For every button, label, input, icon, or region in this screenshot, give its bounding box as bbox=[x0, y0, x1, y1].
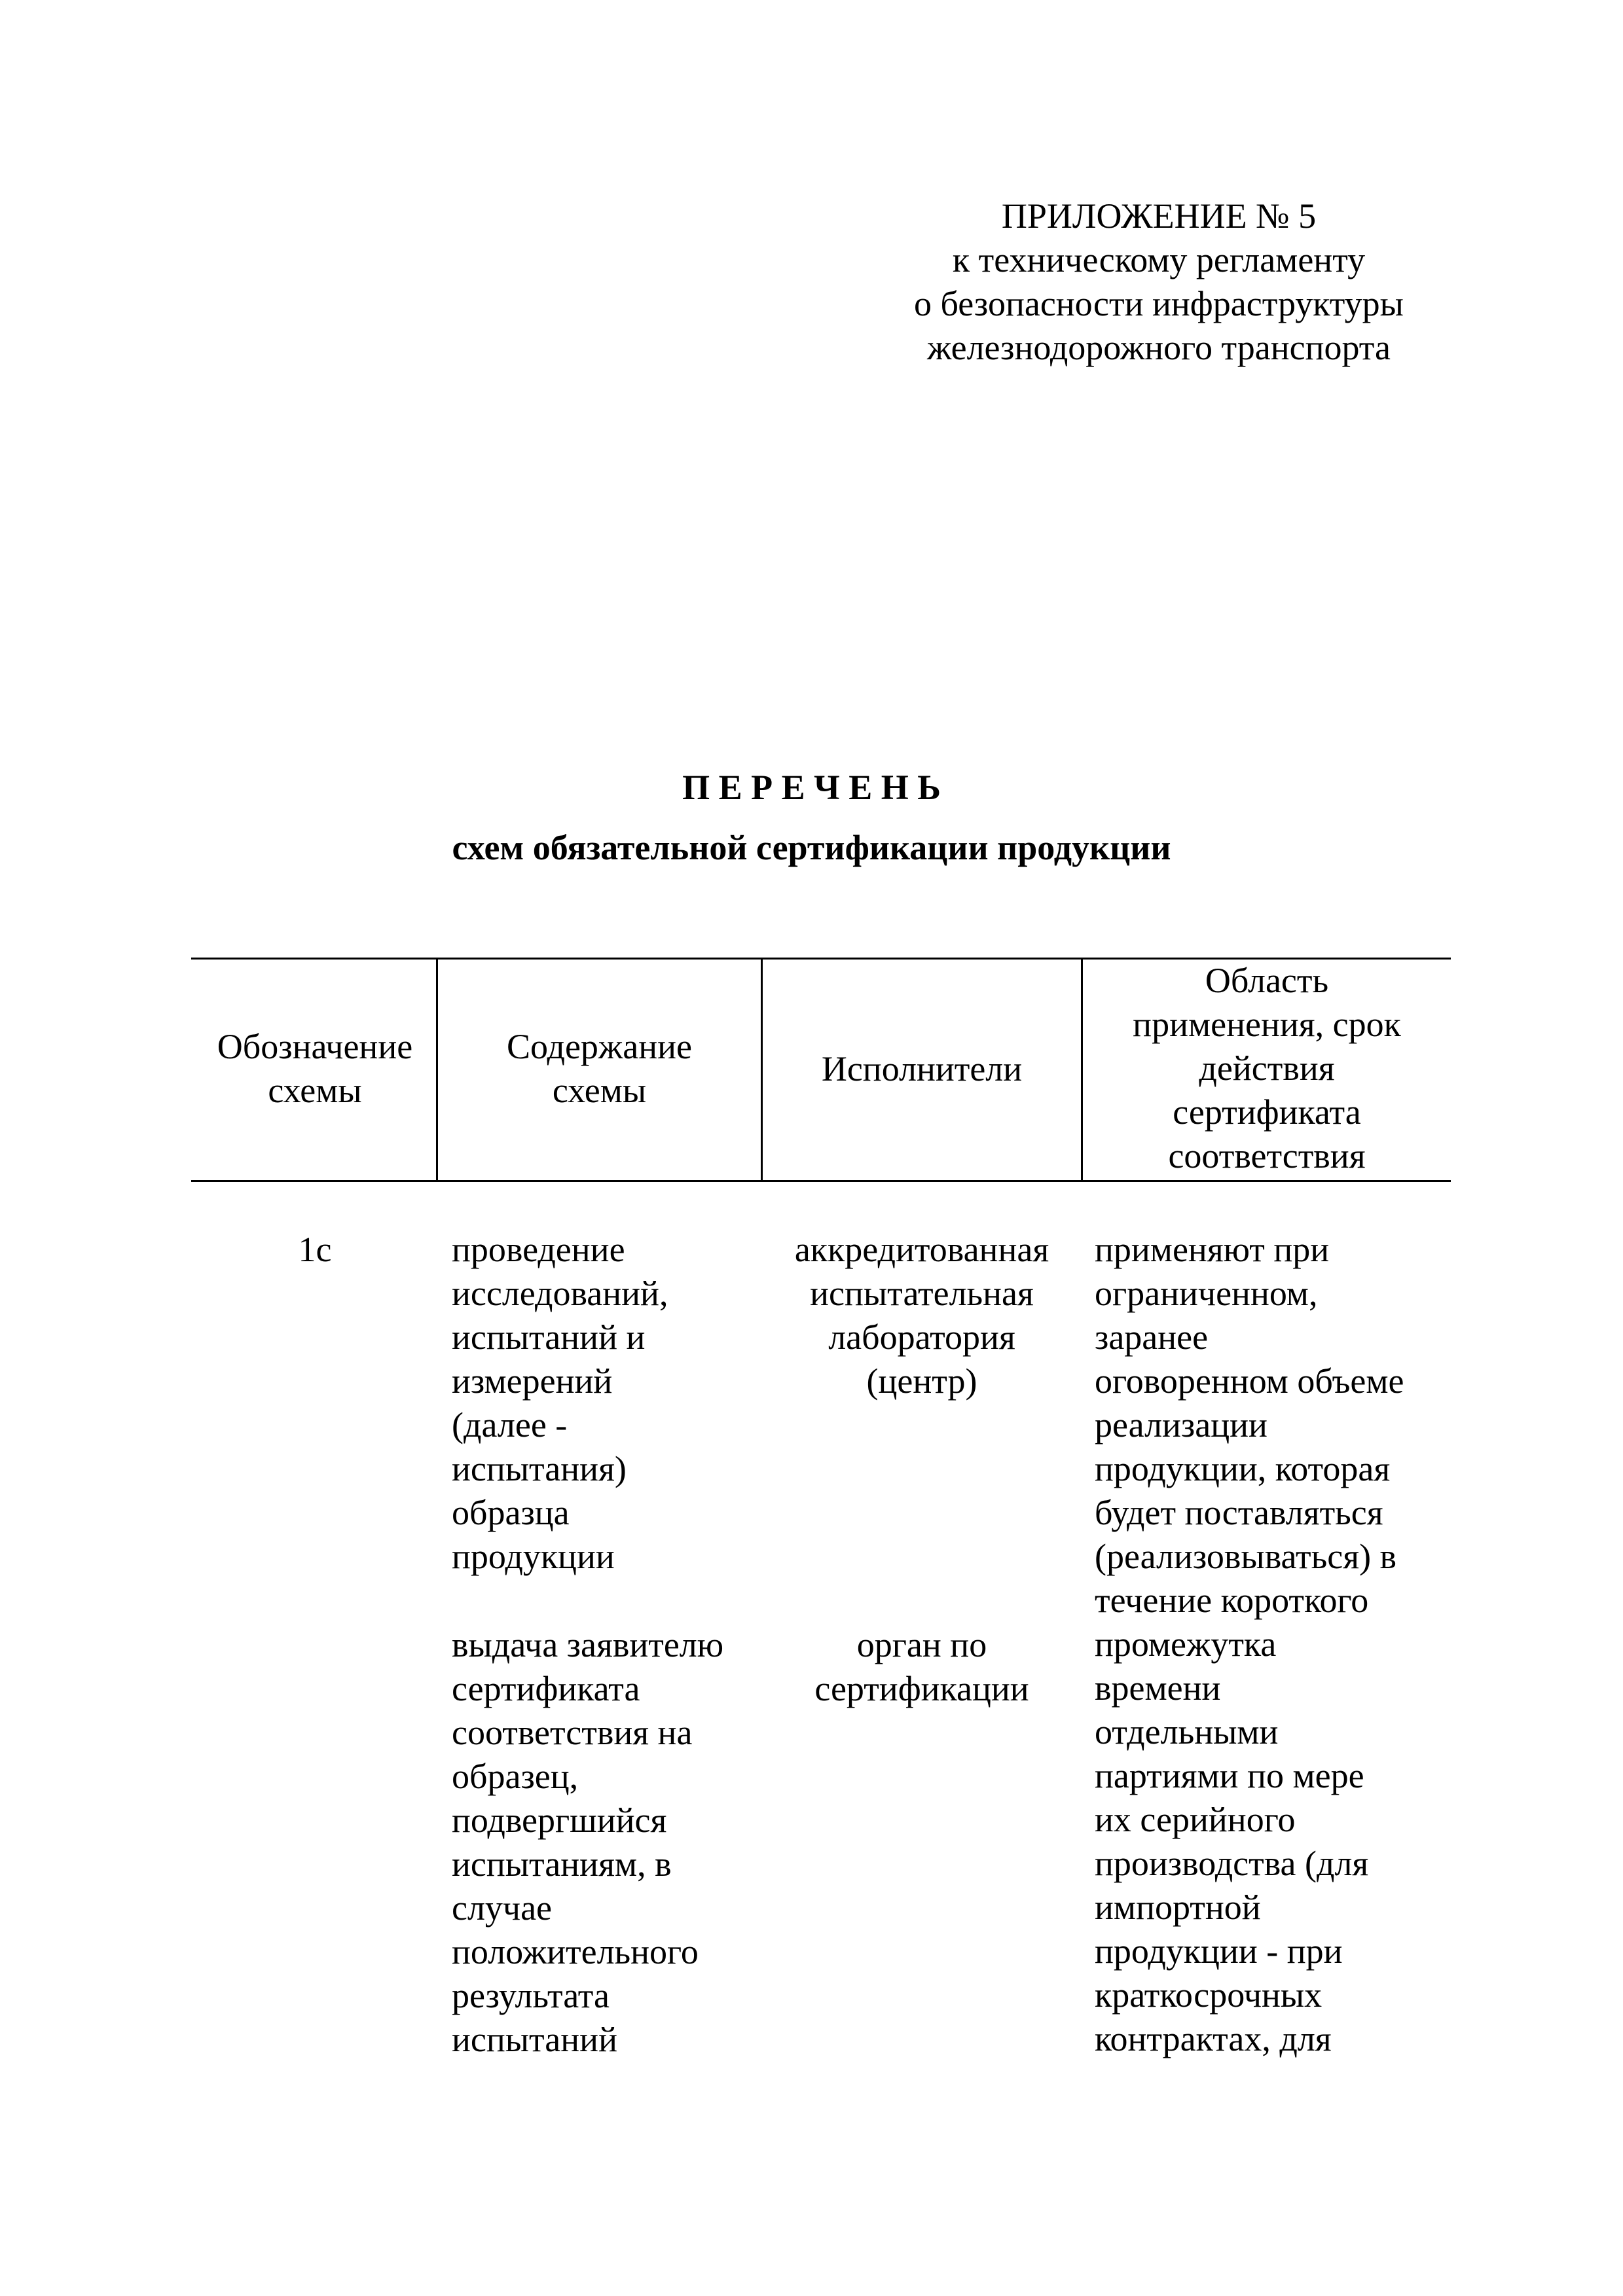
page-subtitle: схем обязательной сертификации продукции bbox=[452, 828, 1171, 867]
appendix-line-1: к техническому регламенту bbox=[952, 240, 1366, 279]
row-executor-block-1: аккредитованная испытательная лаборатория (центр) bbox=[794, 1230, 1049, 1401]
header-executors: Исполнители bbox=[821, 1049, 1023, 1088]
appendix-line-3: железнодорожного транспорта bbox=[927, 328, 1391, 367]
row-executor-block-2: орган по сертификации bbox=[814, 1625, 1029, 1708]
appendix-title: ПРИЛОЖЕНИЕ № 5 bbox=[1001, 196, 1317, 236]
row-content-block-2: выдача заявителю сертификата соответствия на образец, подвергшийся испытаниям, в случае положительного результата испытаний bbox=[452, 1625, 724, 2059]
row-scheme-designation: 1с bbox=[298, 1230, 332, 1269]
header-scope: Область применения, срок действия сертификата соответствия bbox=[1133, 961, 1401, 1175]
appendix-line-2: о безопасности инфраструктуры bbox=[914, 284, 1404, 323]
page-title: П Е Р Е Ч Е Н Ь bbox=[682, 768, 941, 807]
table-header-bottom-rule bbox=[191, 1180, 1451, 1182]
row-content-block-1: проведение исследований, испытаний и измерений (далее - испытания) образца продукции bbox=[452, 1230, 668, 1576]
row-scope: применяют при ограниченном, заранее оговоренном объеме реализации продукции, которая будет поставляться (реализовываться) в течение короткого промежутка времени отдельными партиями по мере их серийного производства (для импортной продукции - при краткосрочных контрактах, для bbox=[1095, 1230, 1404, 2058]
header-scheme-content: Содержание схемы bbox=[507, 1027, 692, 1110]
header-scheme-designation: Обозначение схемы bbox=[217, 1027, 413, 1110]
